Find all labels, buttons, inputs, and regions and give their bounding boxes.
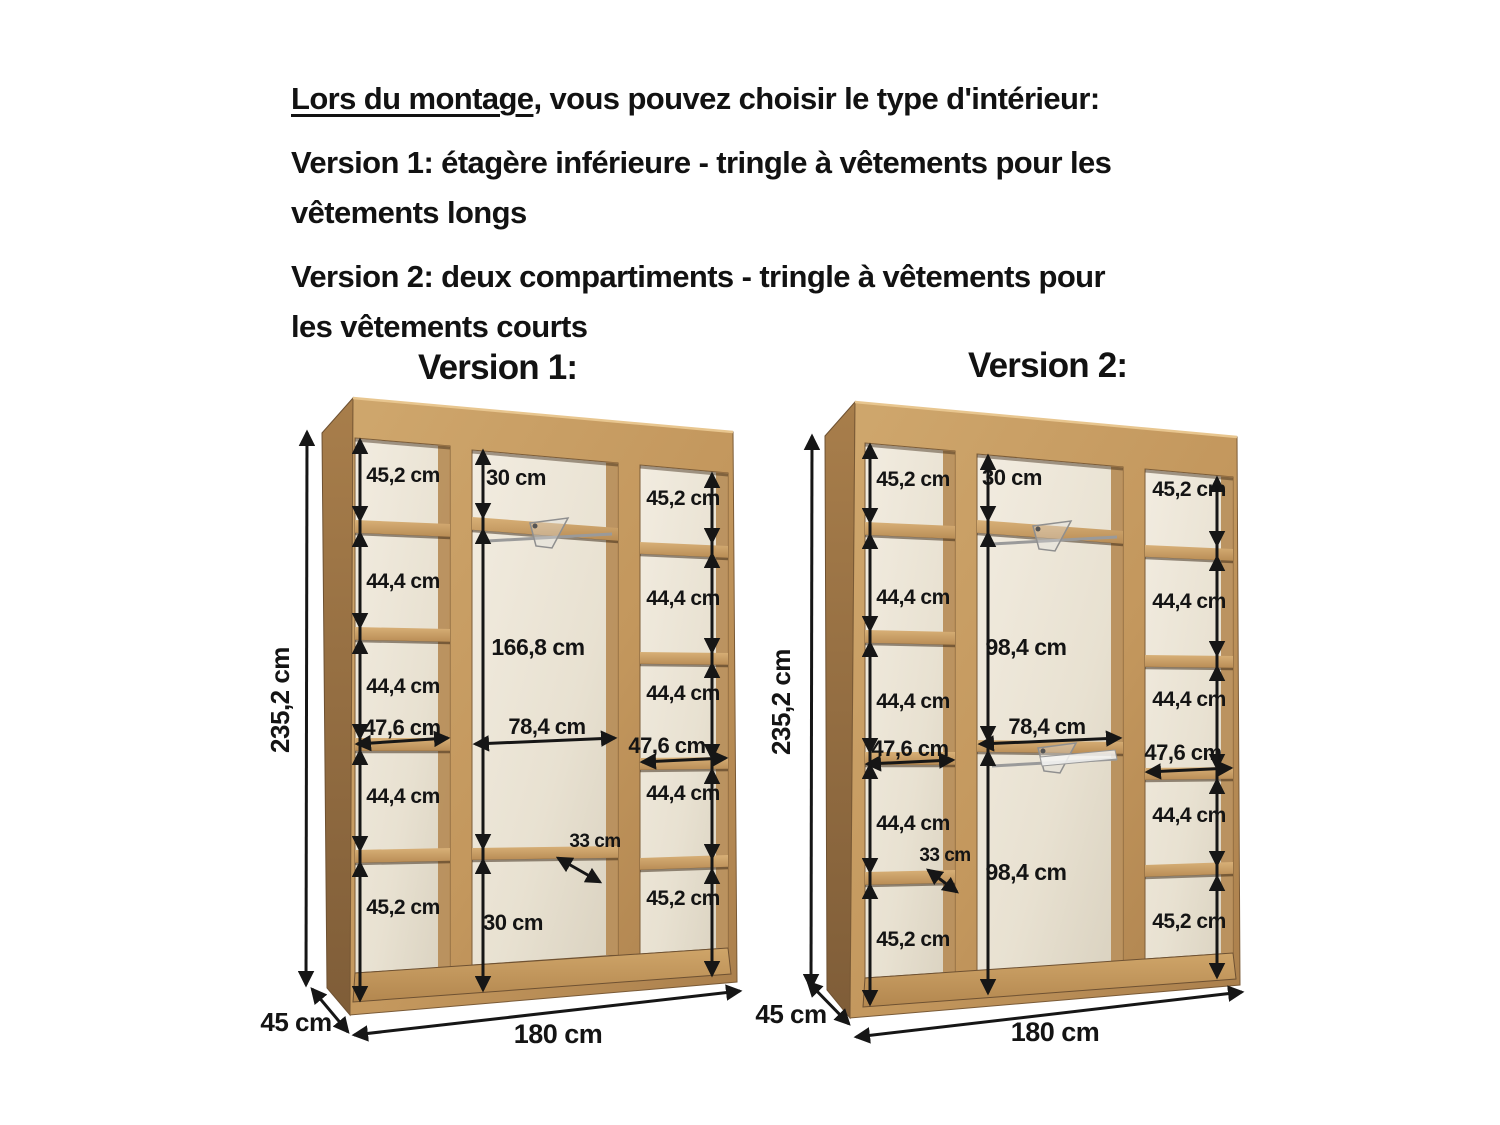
v2-overall-height-label: 235,2 cm xyxy=(766,649,796,755)
v2-right-dim-label-1: 45,2 cm xyxy=(1152,478,1226,501)
v1-center-width-label: 78,4 cm xyxy=(508,714,586,739)
v2-inner-wall-right xyxy=(1221,476,1233,953)
rail-bracket-screw xyxy=(533,524,538,529)
version-2-title: Version 2: xyxy=(968,346,1128,385)
shelf xyxy=(865,870,955,885)
v1-center-main-label: 166,8 cm xyxy=(491,634,585,660)
v2-center-lower-label: 98,4 cm xyxy=(985,859,1067,885)
intro-lead-rest: , vous pouvez choisir le type d'intérieur: xyxy=(533,81,1100,116)
v1-width-label: 180 cm xyxy=(513,1019,603,1049)
v2-shelf-depth-label: 33 cm xyxy=(919,845,971,866)
v1-left-dim-label-3: 44,4 cm xyxy=(366,675,440,698)
v1-inner-wall-left xyxy=(438,445,450,967)
v1-opening-left-back xyxy=(355,438,450,973)
v2-right-dim-label-3: 44,4 cm xyxy=(1152,688,1226,711)
v1-right-dim-label-2: 44,4 cm xyxy=(646,587,720,610)
shelf xyxy=(1145,655,1233,668)
v1-depth-label: 45 cm xyxy=(260,1007,332,1037)
v2-left-dim-label-4: 44,4 cm xyxy=(876,812,950,835)
shelf xyxy=(865,630,955,645)
v2-right-dim-label-2: 44,4 cm xyxy=(1152,590,1226,613)
shelf xyxy=(640,652,728,665)
v1-center-bottom-label: 30 cm xyxy=(483,910,543,935)
v1-left-dim-label-1: 45,2 cm xyxy=(366,464,440,487)
v2-width-label: 180 cm xyxy=(1010,1017,1100,1047)
v1-left-dim-label-5: 45,2 cm xyxy=(366,896,440,919)
shelf xyxy=(355,627,450,642)
v2-left-dim-label-1: 45,2 cm xyxy=(876,468,950,491)
v1-height-arrow xyxy=(306,432,307,985)
version-1-title: Version 1: xyxy=(418,348,578,387)
v2-right-dim-label-5: 45,2 cm xyxy=(1152,910,1226,933)
v1-right-dim-label-4: 44,4 cm xyxy=(646,782,720,805)
v2-left-dim-label-3: 44,4 cm xyxy=(876,690,950,713)
v1-left-dim-label-2: 44,4 cm xyxy=(366,570,440,593)
v2-left-width-label: 47,6 cm xyxy=(871,736,949,761)
v1-right-dim-label-3: 44,4 cm xyxy=(646,682,720,705)
v2-right-width-label: 47,6 cm xyxy=(1144,740,1222,765)
wardrobe-version-1 xyxy=(260,398,740,1049)
v2-center-top-label: 30 cm xyxy=(982,465,1042,490)
intro-lead-underlined: Lors du montage xyxy=(291,81,534,116)
rail-bracket-screw xyxy=(1041,749,1046,754)
v2-center-upper-label: 98,4 cm xyxy=(985,634,1067,660)
v1-side-panel xyxy=(322,398,353,1015)
v1-opening-right-back xyxy=(640,465,728,954)
v1-right-width-label: 47,6 cm xyxy=(628,733,706,758)
v1-left-dim-label-4: 44,4 cm xyxy=(366,785,440,808)
v1-inner-wall-right xyxy=(716,472,728,948)
v2-height-arrow xyxy=(811,436,812,988)
v2-left-dim-label-2: 44,4 cm xyxy=(876,586,950,609)
v2-right-dim-label-4: 44,4 cm xyxy=(1152,804,1226,827)
intro-v1-line2: vêtements longs xyxy=(291,195,527,230)
shelf xyxy=(355,848,450,863)
v1-overall-height-label: 235,2 cm xyxy=(265,647,295,753)
intro-v2-line2: les vêtements courts xyxy=(291,309,588,344)
v1-shelf-depth-label: 33 cm xyxy=(569,831,621,852)
wardrobe-version-2 xyxy=(755,402,1242,1047)
intro-v2-line1: Version 2: deux compartiments - tringle à vêtements pour xyxy=(291,259,1105,294)
v1-right-dim-label-5: 45,2 cm xyxy=(646,887,720,910)
v2-center-width-label: 78,4 cm xyxy=(1008,714,1086,739)
v2-opening-right-back xyxy=(1145,469,1233,959)
v1-center-top-label: 30 cm xyxy=(486,465,546,490)
v2-depth-label: 45 cm xyxy=(755,999,827,1029)
v2-left-dim-label-5: 45,2 cm xyxy=(876,928,950,951)
intro-v1-line1: Version 1: étagère inférieure - tringle à vêtements pour les xyxy=(291,145,1112,180)
v1-right-dim-label-1: 45,2 cm xyxy=(646,487,720,510)
v1-left-width-label: 47,6 cm xyxy=(363,715,441,740)
rail-bracket-screw xyxy=(1036,527,1041,532)
